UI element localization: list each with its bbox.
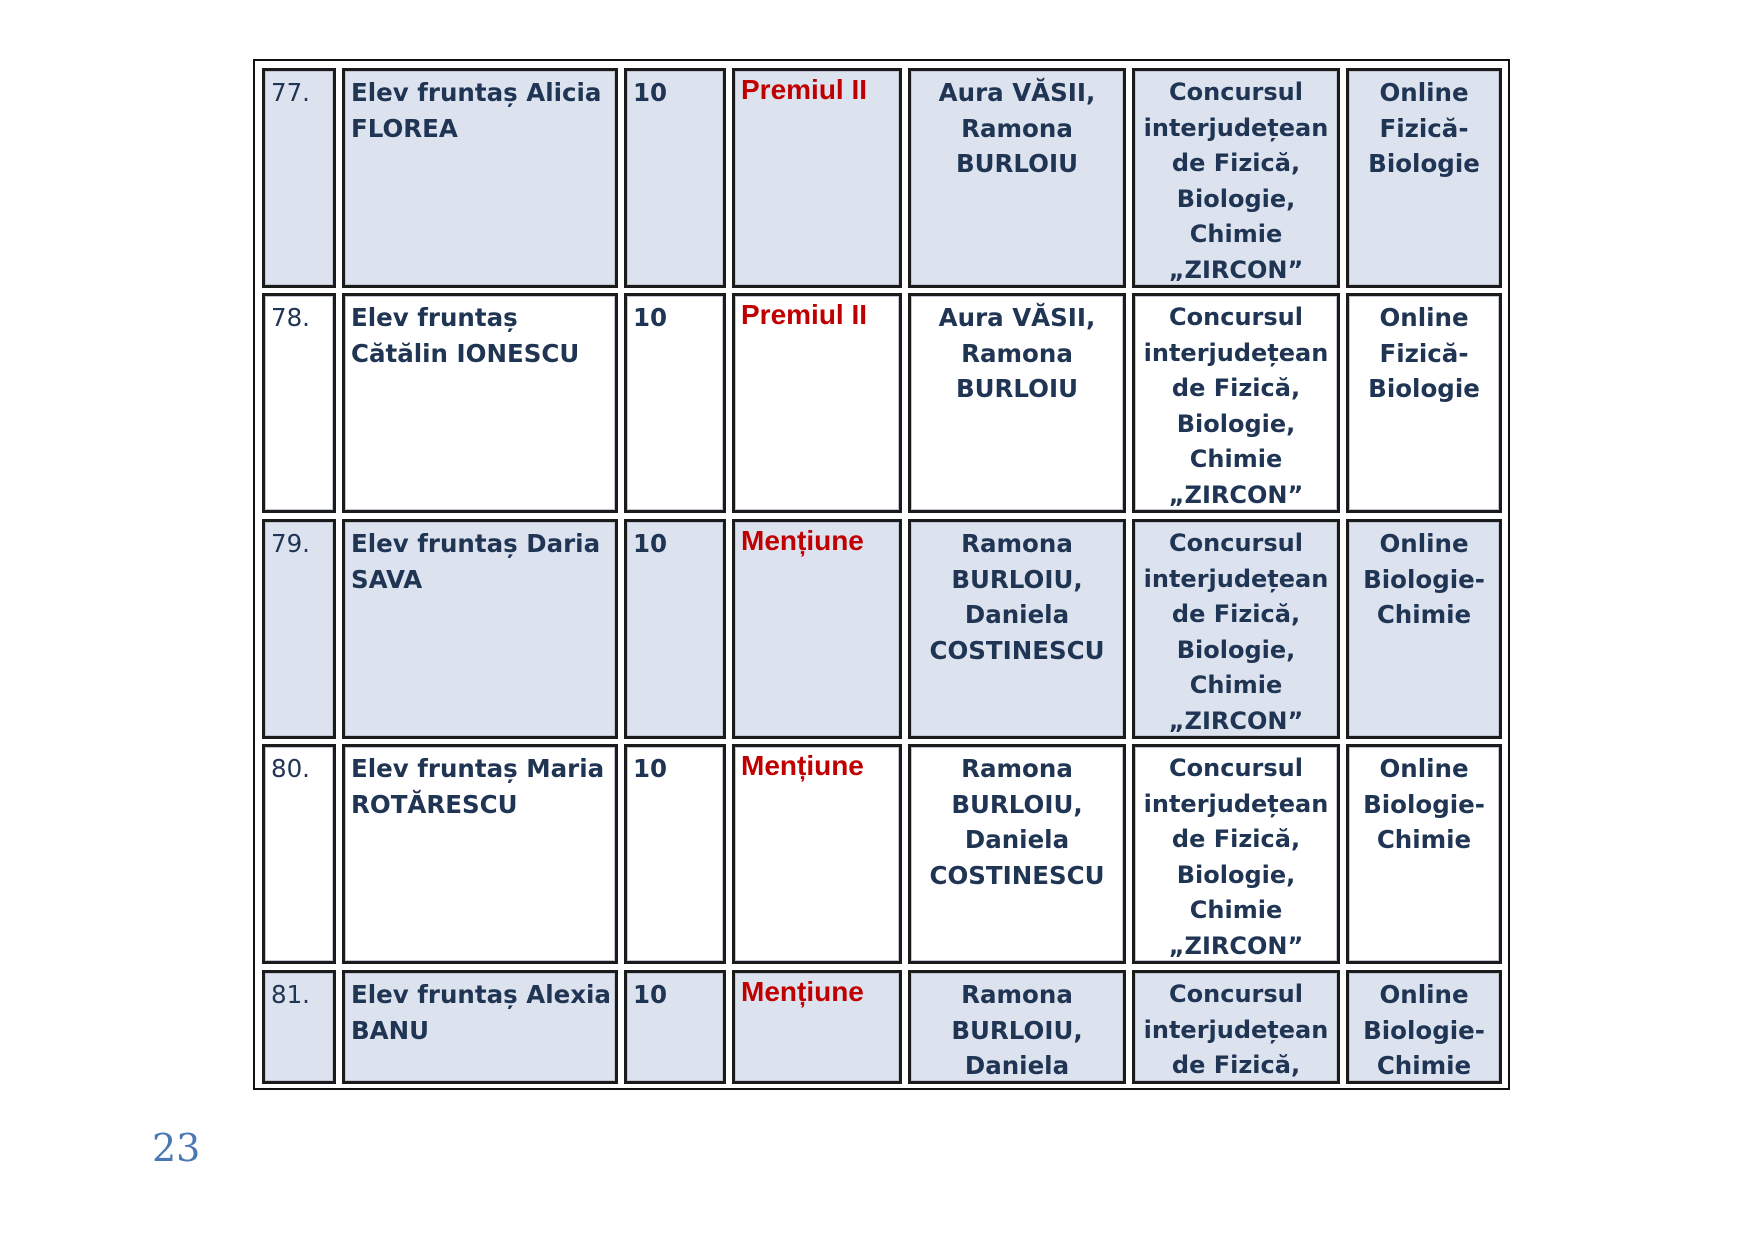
- section-cell: Online Fizică- Biologie: [1346, 68, 1502, 288]
- teachers-cell: Ramona BURLOIU, Daniela COSTINESCU: [908, 744, 1126, 964]
- teachers-cell: Aura VĂSII, Ramona BURLOIU: [908, 293, 1126, 513]
- contest-name-cell: Concursul interjudețean de Fizică,: [1132, 970, 1340, 1084]
- section-cell: Online Biologie- Chimie: [1346, 744, 1502, 964]
- section-cell: Online Fizică- Biologie: [1346, 293, 1502, 513]
- row-number-cell: 78.: [262, 293, 336, 513]
- contest-name-cell: Concursul interjudețean de Fizică, Biologie, Chimie „ZIRCON”: [1132, 744, 1340, 964]
- section-cell: Online Biologie- Chimie: [1346, 970, 1502, 1084]
- prize-cell: Mențiune: [732, 744, 902, 964]
- contest-name-cell: Concursul interjudețean de Fizică, Biologie, Chimie „ZIRCON”: [1132, 68, 1340, 288]
- class-grade-cell: 10: [624, 744, 726, 964]
- row-number-cell: 79.: [262, 519, 336, 739]
- row-number-cell: 77.: [262, 68, 336, 288]
- page-number: 23: [152, 1126, 201, 1170]
- section-cell: Online Biologie- Chimie: [1346, 519, 1502, 739]
- student-name-cell: Elev fruntaș Cătălin IONESCU: [342, 293, 618, 513]
- student-name-cell: Elev fruntaș Alexia BANU: [342, 970, 618, 1084]
- student-name-cell: Elev fruntaș Maria ROTĂRESCU: [342, 744, 618, 964]
- prize-cell: Mențiune: [732, 519, 902, 739]
- prize-cell: Premiul II: [732, 68, 902, 288]
- teachers-cell: Ramona BURLOIU, Daniela COSTINESCU: [908, 519, 1126, 739]
- teachers-cell: Aura VĂSII, Ramona BURLOIU: [908, 68, 1126, 288]
- student-name-cell: Elev fruntaș Alicia FLOREA: [342, 68, 618, 288]
- row-number-cell: 81.: [262, 970, 336, 1084]
- student-name-cell: Elev fruntaș Daria SAVA: [342, 519, 618, 739]
- class-grade-cell: 10: [624, 293, 726, 513]
- class-grade-cell: 10: [624, 519, 726, 739]
- contest-name-cell: Concursul interjudețean de Fizică, Biologie, Chimie „ZIRCON”: [1132, 519, 1340, 739]
- prize-cell: Premiul II: [732, 293, 902, 513]
- contest-name-cell: Concursul interjudețean de Fizică, Biologie, Chimie „ZIRCON”: [1132, 293, 1340, 513]
- teachers-cell: Ramona BURLOIU, Daniela: [908, 970, 1126, 1084]
- row-number-cell: 80.: [262, 744, 336, 964]
- class-grade-cell: 10: [624, 68, 726, 288]
- class-grade-cell: 10: [624, 970, 726, 1084]
- prize-cell: Mențiune: [732, 970, 902, 1084]
